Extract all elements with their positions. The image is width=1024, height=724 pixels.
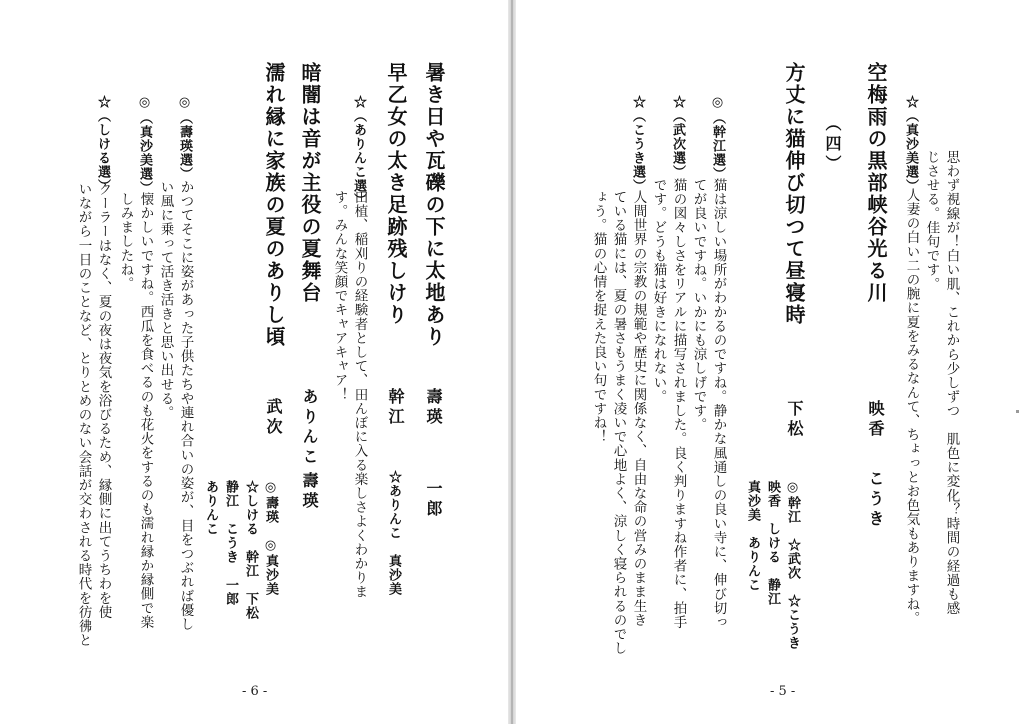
selector-comment: ている猫には、夏の暑さもうまく凌いで心地よく、涼しく寝られるのでし xyxy=(610,190,627,656)
haiku-author: 映香 xyxy=(866,400,885,440)
comment-continuation-line: 思わず視線が！白い肌、これから少しずつ 肌色に変化？時間の経過も感 xyxy=(943,150,960,616)
haiku-selectors: 映香 しける 静江 xyxy=(765,480,780,606)
scan-speck xyxy=(1016,410,1019,413)
selector-comment: いながら一日のことなど、とりとめのない会話が交わされる時代を彷彿と xyxy=(75,182,92,648)
haiku-text: 濡れ縁に家族の夏のありし頃 xyxy=(262,62,286,348)
haiku-selectors: ◎壽瑛 ◎真沙美 xyxy=(263,480,278,596)
right-page xyxy=(516,0,1024,724)
haiku-selectors: ◎幹江 ☆武次 ☆こうき xyxy=(785,480,800,650)
haiku-author: 下松 xyxy=(785,400,804,440)
selector-mark: ☆（真沙美選） xyxy=(903,95,918,193)
haiku-selectors: ☆しける 幹江 下松 xyxy=(243,480,258,620)
selector-comment: てが良いですね。いかにも涼しげです。 xyxy=(690,178,707,432)
selector-comment: 田植、稲刈りの経験者として、田んぼに入る楽しさよくわかりま xyxy=(351,190,368,599)
selector-comment: 猫は涼しい場所がわかるのですね。静かな風通しの良い寺に、伸び切っ xyxy=(710,178,727,630)
haiku-author: 武次 xyxy=(264,398,283,438)
section-label: （四） xyxy=(823,115,842,175)
haiku-text: 方丈に猫伸び切つて昼寝時 xyxy=(782,62,806,326)
selector-comment: クーラーはなく、夏の夜は夜気を浴びるため、縁側に出てうちわを使 xyxy=(95,182,112,620)
haiku-text: 暑き日や瓦礫の下に太地あり xyxy=(422,62,446,348)
page-number: - 5 - xyxy=(770,684,796,699)
left-page xyxy=(0,0,508,724)
selector-comment: ょう。猫の心情を捉えた良い句ですね！ xyxy=(590,190,607,444)
haiku-selectors: ☆ありんこ 真沙美 xyxy=(386,470,401,596)
selector-comment: です。どうも猫は好きになれない。 xyxy=(650,178,667,404)
selector-comment: 人間世界の宗教の規範や歴史に関係なく、自由な命の営みのまま生き xyxy=(630,190,647,628)
haiku-text: 暗闇は音が主役の夏舞台 xyxy=(298,62,322,304)
haiku-selectors: 壽瑛 xyxy=(300,472,319,512)
haiku-selectors: 静江 こうき 一郎 xyxy=(223,480,238,606)
haiku-selectors: 真沙美 ありんこ xyxy=(745,480,760,592)
selector-comment: 猫の図々しさをリアルに描写されました。良く判りますね作者に、拍手 xyxy=(670,178,687,630)
selector-comment: しみましたね。 xyxy=(117,192,134,291)
selector-comment: かつてそこに姿があった子供たちや連れ合いの姿が、目をつぶれば優し xyxy=(177,180,194,632)
selector-mark: ☆（武次選） xyxy=(670,95,685,179)
haiku-author: 幹江 xyxy=(386,388,405,428)
selector-comment: 懐かしいですね。西瓜を食べるのも花火をするのも濡れ縁か縁側で楽 xyxy=(137,192,154,630)
selector-mark: ☆（ありんこ選） xyxy=(351,95,366,207)
haiku-author: ありんこ xyxy=(300,388,319,468)
haiku-text: 空梅雨の黒部峡谷光る川 xyxy=(864,62,888,304)
comment-continuation-line: じさせる。佳句です。 xyxy=(923,150,940,291)
selector-mark: ◎（壽瑛選） xyxy=(177,95,192,181)
selector-mark: ☆（しける選） xyxy=(95,95,110,193)
selector-comment: 人妻の白い二の腕に夏をみるなんて、ちょっとお色気もありますね。 xyxy=(903,188,920,626)
page-number: - 6 - xyxy=(242,684,268,699)
selector-mark: ☆（こうき選） xyxy=(630,95,645,193)
haiku-text: 早乙女の太き足跡残しけり xyxy=(384,62,408,326)
selector-comment: す。みんな笑顔でキャアキャア！ xyxy=(331,190,348,402)
haiku-author: 壽瑛 xyxy=(424,388,443,428)
haiku-selectors: ありんこ xyxy=(203,480,218,536)
haiku-selectors: 一郎 xyxy=(424,480,443,520)
book-gutter xyxy=(508,0,516,724)
selector-mark: ◎（真沙美選） xyxy=(137,95,152,195)
selector-mark: ◎（幹江選） xyxy=(710,95,725,181)
haiku-author-2: こうき xyxy=(866,470,885,530)
selector-comment: い風に乗って活き活きと思い出せる。 xyxy=(157,180,174,420)
